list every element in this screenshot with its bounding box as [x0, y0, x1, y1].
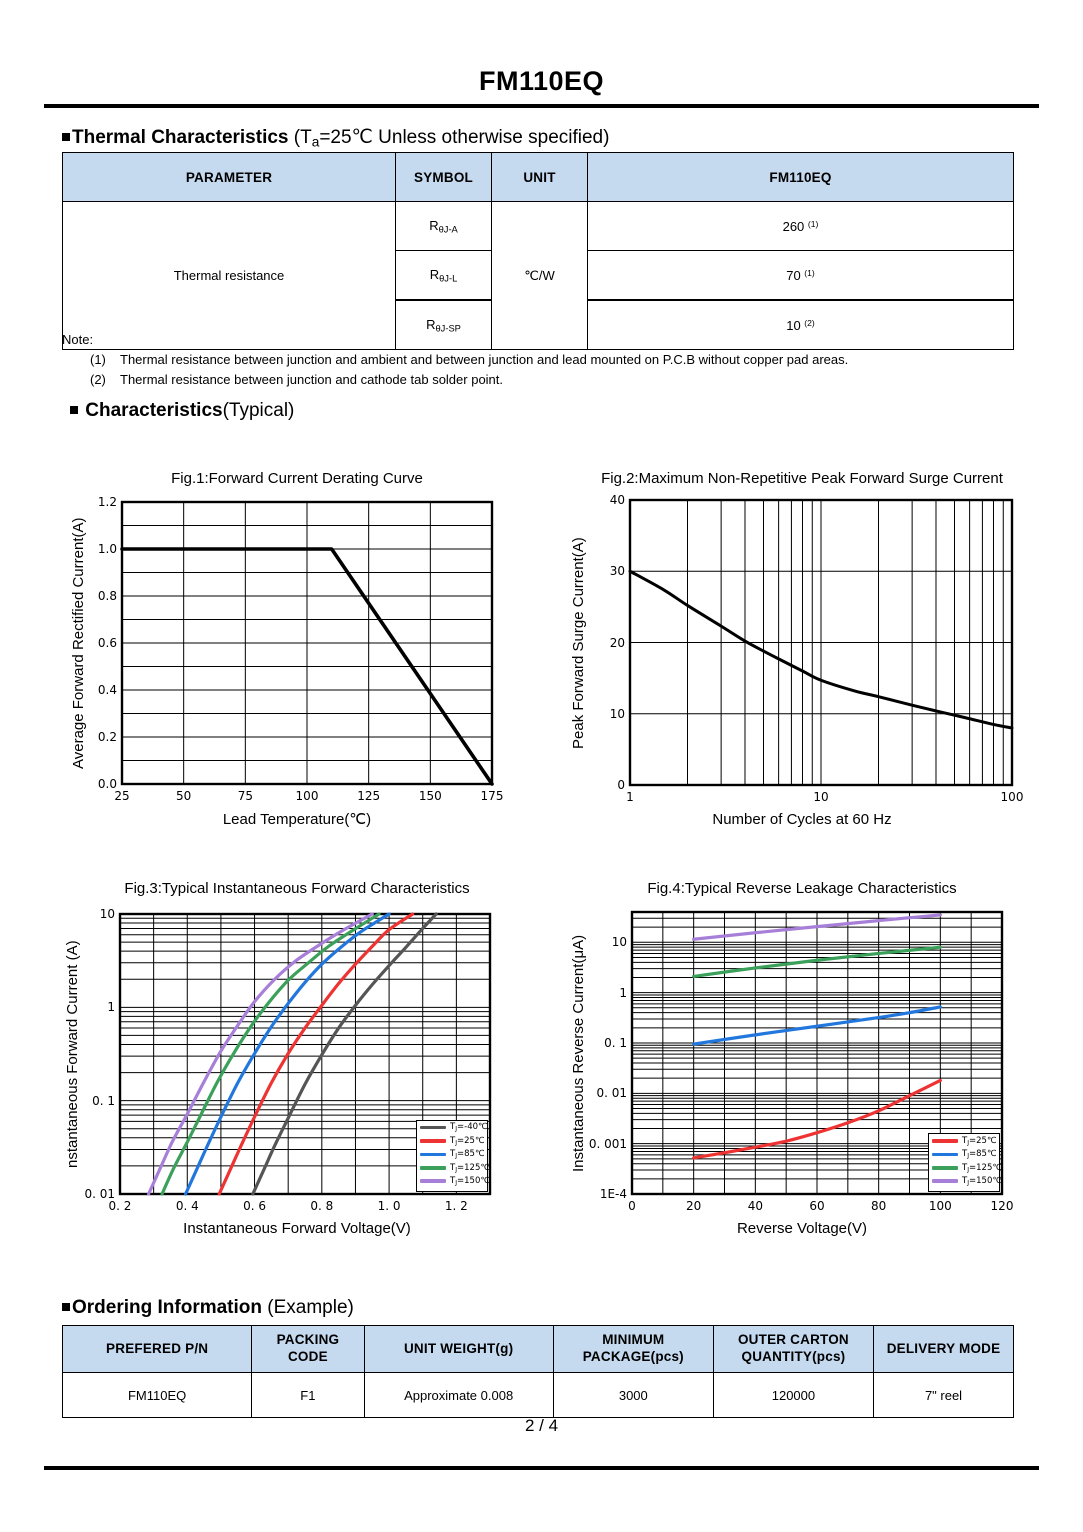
chart-title: Fig.3:Typical Instantaneous Forward Characteristics	[124, 880, 470, 897]
characteristics-heading	[70, 400, 294, 422]
characteristics-heading-normal: (Typical)	[222, 400, 295, 421]
ordering-heading-bold: Ordering Information	[72, 1297, 262, 1318]
table-header-row	[63, 1326, 1014, 1373]
note-text: Thermal resistance between junction and ambient and between junction and lead mounted on P.C.B without copper pad areas.	[120, 352, 849, 368]
note-index: (2)	[90, 372, 106, 388]
legend-label: TJ=25℃	[962, 1135, 997, 1147]
th-packing-code-l2: CODE	[287, 1349, 328, 1364]
cell-symbol-rtjl: $R_{\theta J-L}$	[396, 251, 492, 301]
legend-swatch	[420, 1126, 446, 1130]
y-tick-label: 0	[617, 778, 625, 792]
page-title: FM110EQ	[478, 66, 605, 96]
th-packing-code-l1: PACKING	[276, 1332, 340, 1348]
th-packing-code	[252, 1326, 364, 1373]
note-text: Thermal resistance between junction and cathode tab solder point.	[120, 372, 504, 388]
x-tick-label: 175	[480, 789, 504, 803]
thermal-characteristics-heading	[62, 126, 609, 149]
note-index: (1)	[90, 352, 106, 368]
y-tick-label: 0. 01	[596, 1086, 627, 1101]
cell-unit: ℃/W	[492, 202, 588, 350]
legend-item	[929, 1175, 1002, 1188]
x-tick-label: 1. 0	[377, 1199, 401, 1213]
th-minimum-package-l2: PACKAGE(pcs)	[582, 1349, 684, 1364]
y-tick-label: 10	[611, 935, 627, 950]
y-tick-label: 40	[609, 493, 625, 507]
x-tick-label: 0. 4	[175, 1199, 199, 1213]
bullet-square-icon	[62, 1303, 70, 1311]
legend-item	[417, 1134, 487, 1147]
y-tick-label: 1	[619, 985, 627, 1000]
legend-item	[417, 1121, 487, 1134]
notes-label: Note:	[62, 332, 94, 347]
page-number: 2 / 4	[524, 1416, 559, 1435]
legend-item	[929, 1161, 1002, 1174]
y-tick-label: 0.2	[97, 730, 117, 744]
y-tick-label: 1E-4	[599, 1187, 627, 1201]
x-tick-label: 75	[237, 789, 253, 803]
x-tick-label: 0. 6	[243, 1199, 266, 1213]
ordering-information-heading	[62, 1297, 354, 1319]
legend-label: TJ=85℃	[962, 1149, 997, 1160]
ordering-information-table	[62, 1325, 1014, 1418]
y-axis-label: nstantaneous Forward Current (A)	[64, 940, 81, 1168]
th-outer-carton-l2: QUANTITY(pcs)	[741, 1349, 846, 1364]
x-tick-label: 100	[1000, 790, 1024, 804]
chart-legend	[416, 1120, 488, 1192]
legend-label: TJ=125℃	[450, 1162, 490, 1174]
x-tick-label: 1	[626, 790, 634, 804]
table-row	[63, 1373, 1014, 1418]
y-tick-label: 30	[609, 564, 625, 579]
y-axis-label: Peak Forward Surge Current(A)	[570, 536, 587, 749]
x-tick-label: 50	[176, 789, 192, 803]
notes-block	[62, 330, 848, 390]
cell-value-rtjsp: 10 $^{(2)}$	[588, 300, 1014, 350]
legend-label: TJ=-40℃	[450, 1122, 488, 1133]
legend-item	[417, 1148, 487, 1161]
chart-title: Fig.2:Maximum Non-Repetitive Peak Forward Surge Current	[601, 470, 1003, 487]
th-outer-carton-l1: OUTER CARTON	[737, 1332, 849, 1348]
x-tick-label: 0	[628, 1199, 636, 1213]
x-tick-label: 20	[686, 1199, 702, 1213]
legend-swatch	[420, 1153, 446, 1157]
x-tick-label: 150	[418, 789, 442, 803]
legend-item	[929, 1148, 999, 1161]
chart-title: Fig.1:Forward Current Derating Curve	[171, 470, 423, 487]
th-delivery-mode: DELIVERY MODE	[874, 1326, 1014, 1373]
cell-value-rtja: 260 $^{(1)}$	[588, 202, 1014, 251]
figure-2-peak-forward-surge-current	[562, 470, 1042, 850]
legend-label: TJ=25℃	[450, 1135, 485, 1147]
chart-legend	[928, 1133, 1000, 1192]
series-TJ=-40℃	[253, 914, 436, 1194]
cell-thermal-resistance: Thermal resistance	[63, 202, 396, 350]
x-axis-label: Instantaneous Forward Voltage(V)	[183, 1220, 411, 1237]
y-tick-label: 1	[107, 1000, 115, 1015]
figure-1-forward-current-derating	[62, 470, 532, 850]
legend-label: TJ=150℃	[450, 1176, 490, 1187]
x-axis-label: Lead Temperature(℃)	[222, 811, 372, 828]
legend-swatch	[420, 1139, 446, 1143]
x-tick-label: 80	[871, 1199, 887, 1213]
legend-label: TJ=125℃	[962, 1162, 1002, 1174]
y-tick-label: 0. 1	[92, 1093, 115, 1108]
x-axis-label: Number of Cycles at 60 Hz	[712, 811, 892, 828]
th-symbol: SYMBOL	[396, 153, 492, 202]
y-tick-label: 1.2	[97, 495, 117, 509]
cell-outer-carton-quantity: 120000	[713, 1373, 873, 1418]
note-item	[62, 370, 848, 390]
x-tick-label: 100	[928, 1199, 952, 1213]
y-tick-label: 0. 01	[84, 1187, 115, 1201]
chart-title: Fig.4:Typical Reverse Leakage Characteristics	[647, 880, 957, 897]
header-rule	[44, 104, 1039, 108]
x-tick-label: 100	[295, 789, 319, 803]
x-tick-label: 0. 8	[310, 1199, 334, 1213]
table-row	[63, 202, 1014, 251]
x-tick-label: 40	[747, 1199, 763, 1213]
chart-plot	[562, 470, 1042, 850]
figure-4-reverse-leakage-characteristics	[562, 880, 1042, 1270]
x-tick-label: 25	[114, 789, 130, 803]
x-tick-label: 120	[990, 1199, 1014, 1213]
cell-symbol-rtjsp: $R_{\theta J-SP}$	[396, 300, 492, 350]
figure-3-forward-characteristics	[62, 880, 532, 1270]
bullet-square-icon	[62, 133, 70, 141]
y-tick-label: 10	[99, 907, 115, 921]
x-tick-label: 0. 2	[108, 1199, 132, 1213]
cell-delivery-mode: 7" reel	[874, 1373, 1014, 1418]
y-tick-label: 10	[609, 706, 625, 721]
ordering-heading-normal: (Example)	[262, 1297, 354, 1318]
legend-item	[417, 1161, 490, 1174]
th-parameter: PARAMETER	[63, 153, 396, 202]
legend-swatch	[932, 1139, 958, 1143]
th-unit: UNIT	[492, 153, 588, 202]
cell-symbol-rtja: $R_{\theta J-A}$	[396, 202, 492, 251]
th-minimum-package	[553, 1326, 713, 1373]
table-header-row	[63, 153, 1014, 202]
legend-swatch	[932, 1153, 958, 1157]
characteristics-heading-bold: Characteristics	[85, 400, 223, 421]
y-tick-label: 20	[609, 635, 625, 650]
th-prefered-pn: PREFERED P/N	[63, 1326, 252, 1373]
legend-swatch	[420, 1179, 446, 1183]
legend-swatch	[932, 1179, 958, 1183]
x-tick-label: 60	[809, 1199, 825, 1213]
cell-prefered-pn: FM110EQ	[63, 1373, 252, 1418]
legend-label: TJ=85℃	[450, 1149, 485, 1160]
th-fm110eq: FM110EQ	[588, 153, 1014, 202]
y-tick-label: 0.8	[97, 589, 117, 603]
y-tick-label: 0.4	[97, 683, 117, 697]
cell-unit-weight: Approximate 0.008	[364, 1373, 553, 1418]
cell-minimum-package: 3000	[553, 1373, 713, 1418]
cell-packing-code: F1	[252, 1373, 364, 1418]
th-minimum-package-l1: MINIMUM	[602, 1332, 665, 1348]
legend-item	[417, 1175, 490, 1188]
x-axis-label: Reverse Voltage(V)	[736, 1220, 868, 1237]
y-tick-label: 1.0	[97, 542, 117, 556]
th-outer-carton-quantity	[713, 1326, 873, 1373]
legend-label: TJ=150℃	[962, 1176, 1002, 1187]
cell-value-rtjl: 70 $^{(1)}$	[588, 251, 1014, 301]
y-axis-label: Instantaneous Reverse Current(μA)	[570, 934, 587, 1172]
th-unit-weight: UNIT WEIGHT(g)	[364, 1326, 553, 1373]
y-tick-label: 0.6	[97, 636, 117, 650]
legend-swatch	[420, 1166, 446, 1170]
note-item	[62, 350, 848, 370]
thermal-heading-normal: ($T_a=25℃$ Unless otherwise specified)	[288, 127, 610, 150]
legend-item	[929, 1134, 999, 1147]
y-tick-label: 0. 001	[588, 1136, 627, 1151]
x-tick-label: 125	[357, 789, 381, 803]
y-axis-label: Average Forward Rectified Current(A)	[70, 517, 87, 769]
y-tick-label: 0. 1	[604, 1035, 627, 1050]
y-tick-label: 0.0	[97, 777, 117, 791]
thermal-characteristics-table	[62, 152, 1014, 350]
x-tick-label: 10	[813, 790, 829, 804]
x-tick-label: 1. 2	[444, 1199, 468, 1213]
thermal-heading-bold: Thermal Characteristics	[72, 127, 289, 148]
bullet-square-icon	[70, 406, 78, 414]
footer-rule	[44, 1466, 1039, 1470]
legend-swatch	[932, 1166, 958, 1170]
